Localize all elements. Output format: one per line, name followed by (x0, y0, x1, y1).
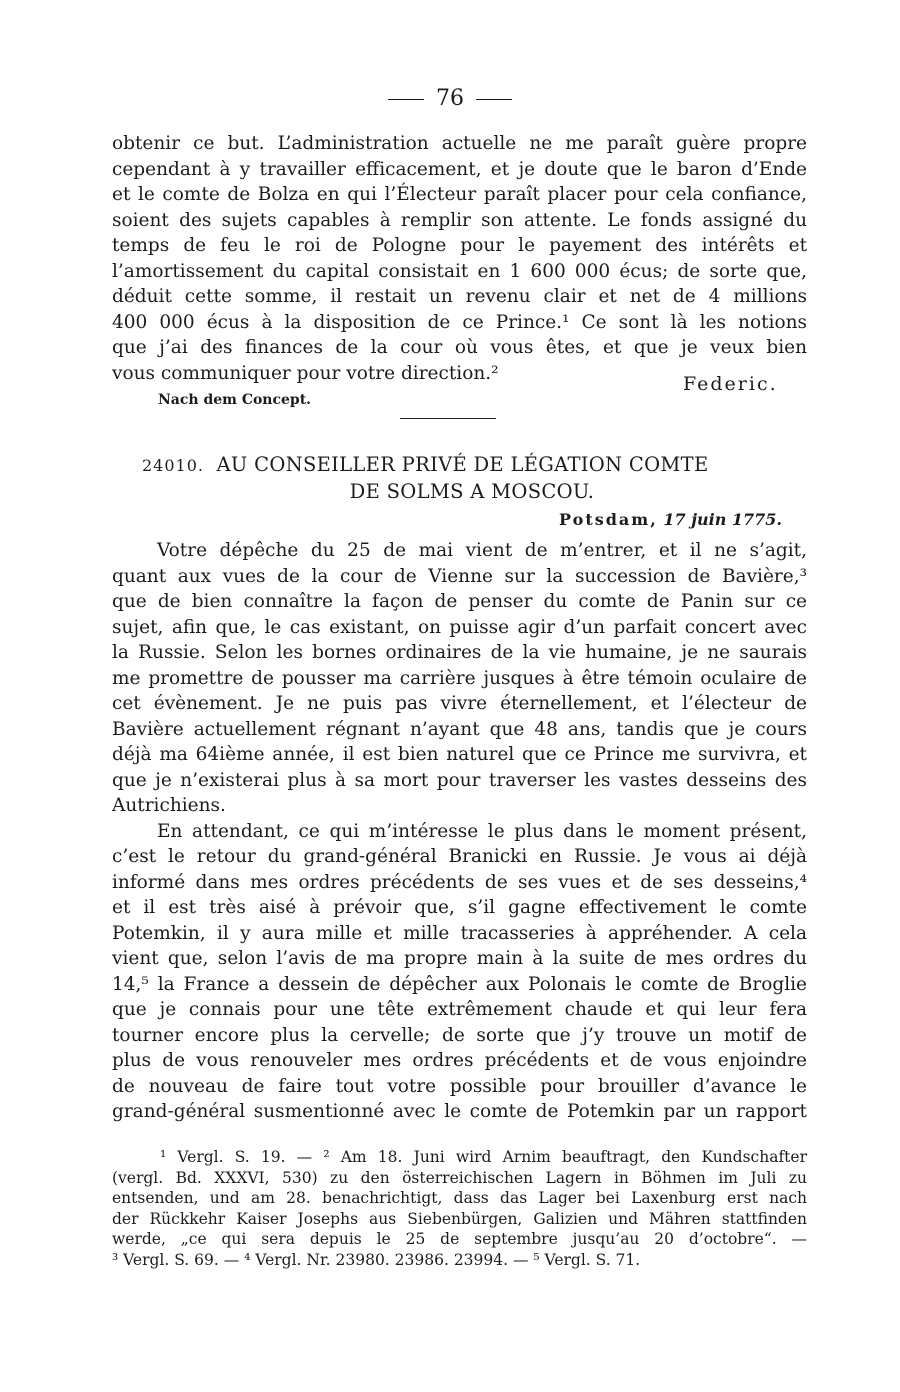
page-number: 76 (436, 86, 464, 111)
text-line: que j’ai des finances de la cour où vous êtes, et que je veux bien (112, 337, 807, 358)
text-line: grand-général susmentionné avec le comte de Potemkin par un rapport (112, 1101, 807, 1122)
page-number-header (0, 86, 900, 111)
text-line: l’amortissement du capital consistait en 1 600 000 écus; de sorte que, (112, 260, 807, 282)
text-line: que je connais pour une tête extrêmement chaude et qui leur fera (112, 999, 807, 1020)
source-note: Nach dem Concept. (158, 392, 312, 408)
text-line: soient des sujets capables à remplir son attente. Le fonds assigné du (112, 209, 807, 231)
text-line: plus de vous renouveler mes ordres précédents et de vous enjoindre (112, 1050, 807, 1071)
dateline-place: Potsdam, (559, 510, 658, 529)
text-line: et le comte de Bolza en qui l’Électeur paraît placer pour cela confiance, (112, 184, 807, 205)
text-line: et il est très aisé à prévoir que, s’il gagne effectivement le comte (112, 897, 807, 918)
dateline (559, 510, 782, 529)
text-line: quant aux vues de la cour de Vienne sur la succession de Bavière,³ (112, 565, 807, 587)
text-line: Potemkin, il y aura mille et mille tracasseries à appréhender. A cela (112, 922, 807, 944)
text-line: de nouveau de faire tout votre possible pour brouiller d’avance le (112, 1075, 807, 1097)
text-line: me promettre de pousser ma carrière jusques à être témoin oculaire de (112, 667, 807, 689)
text-line: En attendant, ce qui m’intéresse le plus dans le moment présent, (157, 820, 807, 842)
section-separator (400, 418, 496, 419)
text-line: que de bien connaître la façon de penser du comte de Panin sur ce (112, 591, 807, 612)
text-line: Autrichiens. (112, 795, 226, 816)
footnotes (112, 1147, 807, 1270)
text-line: tourner encore plus la cervelle; de sorte que j’y trouve un motif de (112, 1024, 807, 1046)
text-line: 400 000 écus à la disposition de ce Prince.¹ Ce sont là les notions (112, 311, 807, 333)
header-rule-left (388, 99, 424, 100)
text-line: temps de feu le roi de Pologne pour le payement des intérêts et (112, 235, 807, 256)
dateline-date: 17 juin 1775. (663, 510, 782, 529)
header-rule-right (476, 99, 512, 100)
footnote-line: ³ Vergl. S. 69. — ⁴ Vergl. Nr. 23980. 23986. 23994. — ⁵ Vergl. S. 71. (112, 1250, 641, 1269)
text-line: vous communiquer pour votre direction.² (112, 362, 499, 384)
text-line: Bavière actuellement régnant n’ayant que 48 ans, tandis que je cours (112, 718, 807, 740)
letter-heading (142, 452, 782, 505)
footnote-line: ¹ Vergl. S. 19. — ² Am 18. Juni wird Arnim beauftragt, den Kundschafter (160, 1148, 807, 1166)
heading-line-1: AU CONSEILLER PRIVÉ DE LÉGATION COMTE (216, 453, 709, 476)
text-line: cet évènement. Je ne puis pas vivre éternellement, et l’électeur de (112, 693, 807, 714)
text-line: que je n’existerai plus à sa mort pour traverser les vastes desseins des (112, 769, 807, 791)
signature: Federic. (683, 373, 778, 395)
text-line: cependant à y travailler efficacement, et je doute que le baron d’Ende (112, 158, 807, 180)
text-line: obtenir ce but. L’administration actuelle ne me paraît guère propre (112, 133, 807, 154)
text-line: déjà ma 64ième année, il est bien naturel que ce Prince me survivra, et (112, 744, 807, 765)
text-line: la Russie. Selon les bornes ordinaires de la vie humaine, je ne saurais (112, 642, 807, 663)
letter-body (112, 538, 807, 1125)
text-line: déduit cette somme, il restait un revenu clair et net de 4 millions (112, 286, 807, 307)
text-line: informé dans mes ordres précédents de ses vues et de ses desseins,⁴ (112, 871, 807, 893)
footnote-line: (vergl. Bd. XXXVI, 530) zu den österreichischen Lagern in Böhmen im Juli zu (112, 1168, 807, 1187)
footnote-line: entsenden, und am 28. benachrichtigt, dass das Lager bei Laxenburg erst nach (112, 1189, 807, 1207)
text-line: c’est le retour du grand-général Branicki en Russie. Je vous ai déjà (112, 846, 807, 867)
previous-letter-text (112, 131, 807, 386)
text-line: Votre dépêche du 25 de mai vient de m’entrer, et il ne s’agit, (157, 540, 807, 561)
text-line: 14,⁵ la France a dessein de dépêcher aux Polonais le comte de Broglie (112, 973, 807, 995)
letter-number: 24010. (142, 456, 204, 475)
text-line: sujet, afin que, le cas existant, on puisse agir d’un parfait concert avec (112, 616, 807, 638)
text-line: vient que, selon l’avis de ma propre main à la suite de mes ordres du (112, 948, 807, 969)
heading-line-2: DE SOLMS A MOSCOU. (349, 480, 595, 503)
footnote-line: der Rückkehr Kaiser Josephs aus Siebenbürgen, Galizien und Mähren stattfinden (112, 1209, 807, 1228)
footnote-line: werde, „ce qui sera depuis le 25 de septembre jusqu’au 20 d’octobre“. — (112, 1230, 807, 1248)
